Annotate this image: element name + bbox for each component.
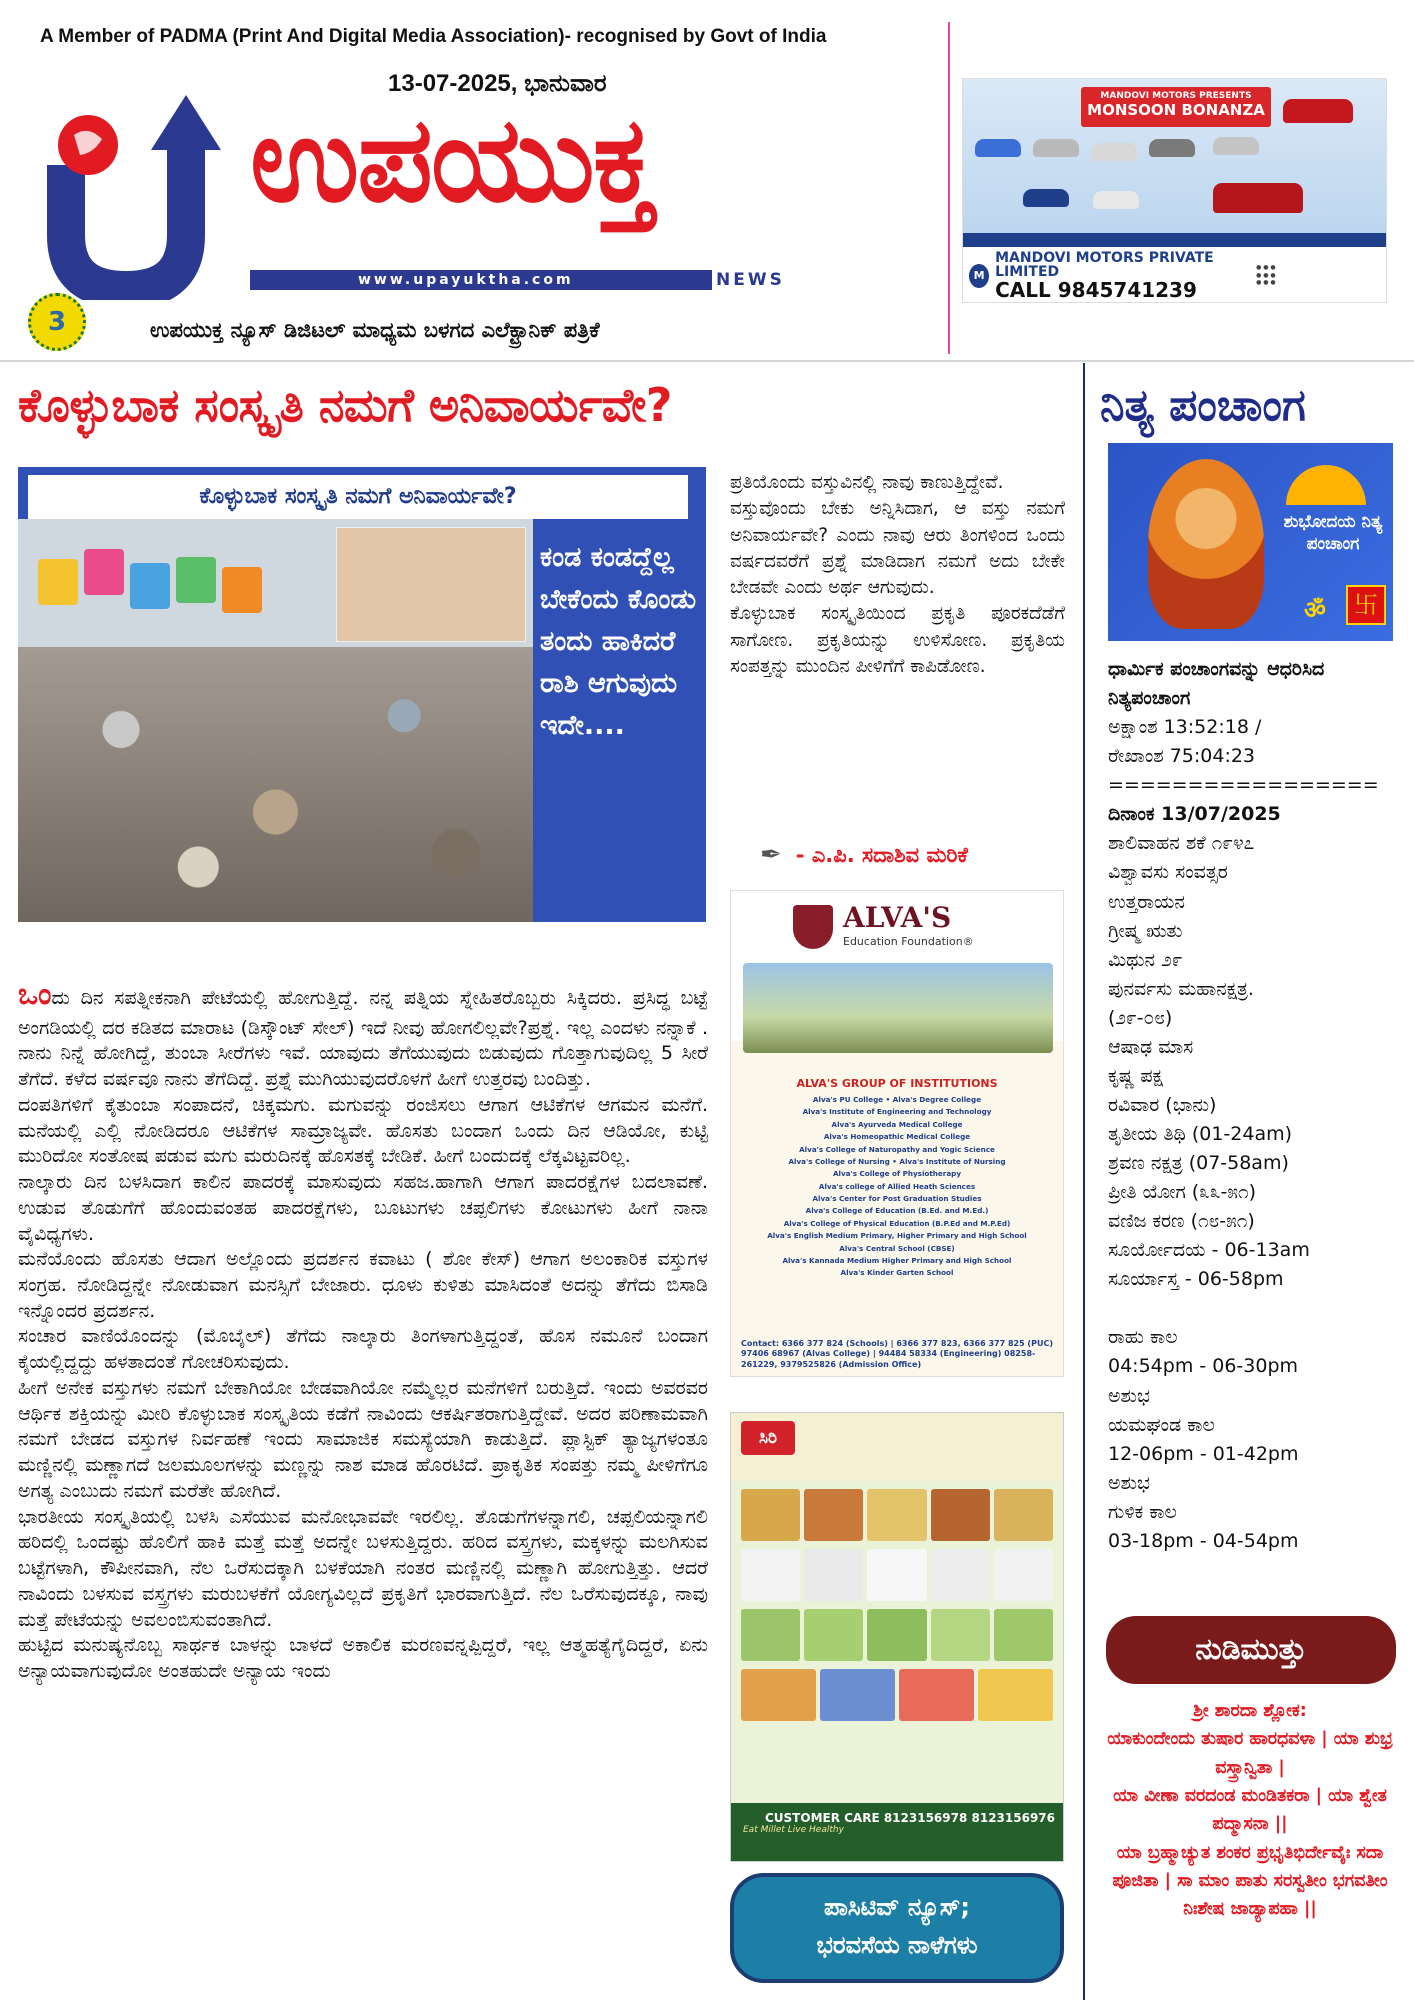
shloka-line: ಶ್ರೀ ಶಾರದಾ ಶ್ಲೋಕ: — [1193, 1701, 1307, 1721]
panchanga-line: ಆಷಾಢ ಮಾಸ — [1108, 1035, 1194, 1058]
list-item: Alva's College of Naturopathy and Yogic Science — [799, 1144, 995, 1154]
car-icon — [975, 139, 1021, 157]
image-banner: ಕೊಳ್ಳುಬಾಕ ಸಂಸ್ಕೃತಿ ನಮಗೆ ಅನಿವಾರ್ಯವೇ? — [28, 475, 688, 519]
article-column-2 — [730, 470, 1065, 680]
alvas-header — [731, 891, 1063, 1041]
panchanga-line: (೨೯-೦೮) — [1108, 1006, 1173, 1029]
ad-fine-print: ● ● ● ● ● ● ● ● ● — [1256, 264, 1276, 287]
alvas-title: ALVA'S — [843, 901, 952, 934]
panchanga-line: ಸೂರ್ಯೋದಯ - 06-13am — [1108, 1239, 1310, 1262]
panchanga-date: ದಿನಾಂಕ 13/07/2025 — [1108, 803, 1281, 826]
list-item: Alva's Homeopathic Medical College — [823, 1132, 971, 1142]
panchanga-line: ಅಶುಭ — [1108, 1471, 1150, 1494]
page-number-badge: 3 — [28, 293, 86, 351]
shopping-bag-icon — [222, 567, 262, 613]
product-pack — [820, 1669, 895, 1721]
upayuktha-logo-icon — [46, 95, 246, 300]
ad-footer — [963, 247, 1386, 303]
list-item: Alva's College of Physical Education (B.P.Ed and M.P.Ed) — [783, 1218, 1011, 1228]
siri-millets-ad[interactable] — [730, 1412, 1064, 1862]
shopping-bag-icon — [176, 557, 216, 603]
product-pack — [867, 1549, 926, 1601]
panchanga-image — [1108, 443, 1393, 641]
product-pack — [931, 1489, 990, 1541]
list-item: Alva's Kannada Medium Higher Primary and High School — [782, 1255, 1012, 1265]
article-paragraph: ಸಂಚಾರ ವಾಣಿಯೊಂದನ್ನು (ಮೊಬೈಲ್) ತೆಗೆದು ನಾಲ್ಕಾರು ತಿಂಗಳಾಗುತ್ತಿದ್ದಂತೆ, ಹೊಸ ನಮೂನೆ ಬಂದಾಗ ಕೈಯಲ್ಲಿದ್ದದ್ದು ಹಳತಾದಂತೆ ಗೋಚರಿಸುವುದು. — [18, 1325, 708, 1374]
mandovi-motors-ad[interactable] — [962, 78, 1387, 303]
car-icon — [1149, 139, 1195, 157]
panchanga-line: ಪುನರ್ವಸು ಮಹಾನಕ್ಷತ್ರ. — [1108, 977, 1254, 1000]
list-item: Alva's Ayurveda Medical College — [831, 1119, 963, 1129]
product-row — [741, 1669, 1053, 1721]
product-grid — [731, 1481, 1063, 1737]
car-icon — [1023, 189, 1069, 207]
shopping-bag-icon — [130, 563, 170, 609]
shoppers-image — [336, 527, 526, 642]
dealer-name: MANDOVI MOTORS PRIVATE LIMITED — [995, 249, 1214, 280]
panchanga-line: 03-18pm - 04-54pm — [1108, 1529, 1299, 1552]
panchanga-title: ನಿತ್ಯ ಪಂಚಾಂಗ — [1100, 380, 1306, 431]
product-pack — [931, 1549, 990, 1601]
product-pack — [994, 1489, 1053, 1541]
car-icon — [1213, 183, 1303, 213]
panchanga-line: ವಣಿಜ ಕರಣ (೧೮-೫೧) — [1108, 1210, 1255, 1233]
car-icon — [1283, 99, 1353, 123]
list-item: Alva's PU College • Alva's Degree College — [812, 1095, 982, 1104]
ad-contact-block — [995, 251, 1236, 301]
list-item: Alva's English Medium Primary, Higher Primary and High School — [767, 1231, 1027, 1241]
sharada-shloka — [1100, 1697, 1400, 1924]
shloka-line: ಯಾ ಬ್ರಹ್ಮಾಚ್ಯುತ ಶಂಕರ ಪ್ರಭೃತಿಭಿರ್ದೇವೈಃ ಸದಾ ಪೂಜಿತಾ | ಸಾ ಮಾಂ ಪಾತು ಸರಸ್ವತೀಂ ಭಗವತೀಂ ನಿಃಶೇಷ ಜಾಡ್ಯಾಪಹಾ || — [1112, 1842, 1388, 1920]
positive-news-button[interactable] — [730, 1873, 1064, 1983]
panchanga-line: ರವಿವಾರ (ಭಾನು) — [1108, 1093, 1217, 1116]
article-column-1 — [18, 975, 708, 1685]
ad-banner — [963, 79, 1386, 247]
drop-cap: ಒಂ — [18, 977, 52, 1012]
first-paragraph-text: ದು ದಿನ ಸಪತ್ನೀಕನಾಗಿ ಪೇಟೆಯಲ್ಲಿ ಹೋಗುತ್ತಿದ್ದೆ. ನನ್ನ ಪತ್ನಿಯ ಸ್ನೇಹಿತರೊಬ್ಬರು ಸಿಕ್ಕಿದರು. ಪ್ರಸಿದ್ಧ ಬಟ್ಟೆ ಅಂಗಡಿಯಲ್ಲಿ ದರ ಕಡಿತದ ಮಾರಾಟ (ಡಿಸ್ಕೌಂಟ್ ಸೇಲ್) ಇದೆ ನೀವು ಹೋಗಲಿಲ್ಲವೇ?ಪ್ರಶ್ನೆ. ಇಲ್ಲ ಎಂದಳು ನನ್ನಾಕೆ . ನಾನು ನಿನ್ನೆ ಹೋಗಿದ್ದೆ, ತುಂಬಾ ಸೀರೆಗಳು ಇವೆ. ಯಾವುದು ತೆಗೆಯುವುದು ಬಿಡುವುದು ಗೊತ್ತಾಗುವುದಿಲ್ಲ 5 ಸೀರೆ ತೆಗೆದೆ. ಕಳೆದ ವರ್ಷವೂ ನಾನು ತೆಗೆದಿದ್ದೆ. ಪ್ರಶ್ನೆ ಮುಗಿಯುವುದರೊಳಗೆ ಹೀಗೆ ಉತ್ತರವು ಬಂದಿತ್ತು. — [18, 987, 708, 1091]
positive-news-line2: ಭರವಸೆಯ ನಾಳೆಗಳು — [816, 1930, 978, 1959]
list-item: Alva's College of Education (B.Ed. and M.Ed.) — [805, 1206, 989, 1216]
header-divider — [948, 22, 950, 354]
article-headline: ಕೊಳ್ಳುಬಾಕ ಸಂಸ್ಕೃತಿ ನಮಗೆ ಅನಿವಾರ್ಯವೇ? — [18, 378, 672, 432]
siri-logo: ಸಿರಿ — [741, 1421, 795, 1455]
article-paragraph: ಹುಟ್ಟಿದ ಮನುಷ್ಯನೊಬ್ಬ ಸಾರ್ಥಕ ಬಾಳನ್ನು ಬಾಳದೆ ಅಕಾಲಿಕ ಮರಣವನ್ನಪ್ಪಿದ್ದರೆ, ಇಲ್ಲ ಆತ್ಮಹತ್ಯೆಗೈದಿದ್ದರೆ, ಏನು ಅನ್ಯಾಯವಾಗುವುದೋ ಅಂತಹುದೇ ಅನ್ಯಾಯ ಇಂದು — [18, 1634, 708, 1682]
car-icon — [1213, 137, 1259, 155]
car-icon — [1093, 191, 1139, 209]
product-pack — [899, 1669, 974, 1721]
product-pack — [804, 1609, 863, 1661]
article-paragraph: ಮನೆಯೊಂದು ಹೊಸತು ಆದಾಗ ಅಲ್ಲೊಂದು ಪ್ರದರ್ಶನ ಕವಾಟು ( ಶೋ ಕೇಸ್) ಆಗಾಗ ಅಲಂಕಾರಿಕ ವಸ್ತುಗಳ ಸಂಗ್ರಹ. ನೋಡಿದ್ದನ್ನೇ ನೋಡುವಾಗ ಮನಸ್ಸಿಗೆ ಬೇಜಾರು. ಧೂಳು ಕುಳಿತು ಮಾಸಿದಂತೆ ಅದನ್ನು ತೆಗೆದು ಬಿಸಾಡಿ ಇನ್ನೊಂದರ ಪ್ರದರ್ಶನ. — [18, 1248, 708, 1322]
siri-footer — [731, 1803, 1063, 1861]
panchanga-line: ಗ್ರೀಷ್ಮ ಋತು — [1108, 919, 1183, 942]
product-pack — [804, 1489, 863, 1541]
panchanga-line: ರಾಹು ಕಾಲ — [1108, 1326, 1178, 1349]
car-icon — [1033, 139, 1079, 157]
list-item: Alva's Kinder Garten School — [840, 1268, 954, 1278]
product-pack — [741, 1549, 800, 1601]
panchanga-line: ಅಕ್ಷಾಂಶ 13:52:18 / — [1108, 716, 1262, 739]
panchanga-line: ಕೃಷ್ಣ ಪಕ್ಷ — [1108, 1064, 1163, 1087]
list-item: Alva's College of Physiotherapy — [832, 1169, 962, 1179]
positive-news-line1: ಪಾಸಿಟಿವ್ ನ್ಯೂಸ್; — [824, 1893, 970, 1921]
author-byline — [760, 840, 968, 870]
padma-membership-line: A Member of PADMA (Print And Digital Media Association)- recognised by Govt of India — [40, 26, 827, 47]
ad-offer-strip — [963, 233, 1386, 247]
shloka-line: ಯಾಕುಂದೇಂದು ತುಷಾರ ಹಾರಧವಳಾ | ಯಾ ಶುಭ್ರ ವಸ್ತ್ರಾನ್ವಿತಾ | — [1107, 1729, 1393, 1778]
ad-presents: MANDOVI MOTORS PRESENTS — [1100, 91, 1252, 101]
panchanga-line: 12-06pm - 01-42pm — [1108, 1442, 1299, 1465]
garbage-pile-image — [18, 647, 533, 922]
campus-photo — [743, 963, 1053, 1053]
panchanga-line: ತೃತೀಯ ತಿಥಿ (01-24am) — [1108, 1123, 1293, 1145]
article-paragraph: ದಂಪತಿಗಳಿಗೆ ಕೈತುಂಬಾ ಸಂಪಾದನೆ, ಚಿಕ್ಕಮಗು. ಮಗುವನ್ನು ರಂಜಿಸಲು ಆಗಾಗ ಆಟಿಕೆಗಳ ಆಗಮನ ಮನೆಗೆ. ಮನೆಯಲ್ಲಿ ಎಲ್ಲಿ ನೋಡಿದರೂ ಆಟಿಕೆಗಳ ಸಾಮ್ರಾಜ್ಯವೇ. ಹೊಸತು ಬಂದಾಗ ಒಂದು ದಿನ ಆಡಿಯೋ, ಕುಟ್ಟಿ ಮುರಿದೋ ಸಂತೋಷ ಪಡುವ ಮಗು ಮರುದಿನಕ್ಕೆ ಹೊಸತಕ್ಕೆ ಬೇಡಿಕೆ. ಹೀಗೆ ಬಂದುದಕ್ಕೆ ಲೆಕ್ಕವಿಟ್ಟವರಿಲ್ಲ. — [18, 1093, 708, 1168]
alvas-contact: Contact: 6366 377 824 (Schools) | 6366 377 823, 6366 377 825 (PUC) 97406 68967 (Alvas College) | 94484 58334 (Engineering) 08258-261229, 9379525826 (Admission Office) — [731, 1333, 1063, 1376]
panchanga-line: ================= — [1108, 774, 1379, 797]
panchanga-line: ಮಿಥುನ ೨೯ — [1108, 948, 1183, 971]
panchanga-line: ರೇಖಾಂಶ 75:04:23 — [1108, 745, 1256, 768]
nudimuttu-button[interactable]: ನುಡಿಮುತ್ತು — [1106, 1616, 1396, 1684]
panchanga-line: ಶ್ರವಣ ನಕ್ಷತ್ರ (07-58am) — [1108, 1152, 1289, 1175]
product-pack — [867, 1489, 926, 1541]
panchanga-line: 04:54pm - 06-30pm — [1108, 1355, 1299, 1378]
product-pack — [804, 1549, 863, 1601]
product-pack — [741, 1669, 816, 1721]
panchanga-line: ಯಮಘಂಡ ಕಾಲ — [1108, 1413, 1215, 1436]
header-separator — [0, 360, 1414, 362]
shloka-line: ಯಾ ವೀಣಾ ವರದಂಡ ಮಂಡಿತಕರಾ | ಯಾ ಶ್ವೇತ ಪದ್ಮಾಸನಾ || — [1113, 1786, 1387, 1835]
article-paragraph — [18, 975, 708, 1093]
product-row — [741, 1609, 1053, 1661]
panchanga-heading: ಧಾರ್ಮಿಕ ಪಂಚಾಂಗವನ್ನು ಆಧರಿಸಿದ ನಿತ್ಯಪಂಚಾಂಗ — [1108, 658, 1325, 710]
list-item: Alva's Institute of Engineering and Technology — [802, 1107, 992, 1117]
siri-customer-care[interactable]: CUSTOMER CARE 8123156978 8123156976 — [764, 1811, 1055, 1825]
article-paragraph: ಪ್ರತಿಯೊಂದು ವಸ್ತುವಿನಲ್ಲಿ ನಾವು ಕಾಣುತ್ತಿದ್ದೇವೆ. — [730, 472, 1004, 493]
news-label: NEWS — [716, 270, 785, 290]
product-pack — [994, 1609, 1053, 1661]
car-icon — [1091, 143, 1137, 161]
panchanga-line: ಉತ್ತರಾಯನ — [1108, 890, 1185, 913]
sun-icon — [1286, 465, 1366, 505]
panchanga-spacer — [1108, 1294, 1393, 1323]
quill-pen-icon: ✒ — [760, 840, 782, 870]
product-pack — [741, 1609, 800, 1661]
siri-slogan: Eat Millet Live Healthy — [743, 1825, 844, 1835]
article-paragraph: ವಸ್ತುವೊಂದು ಬೇಕು ಅನ್ನಿಸಿದಾಗ, ಆ ವಸ್ತು ನಮಗೆ ಅನಿವಾರ್ಯವೇ? ಎಂದು ನಾವು ಆರು ತಿಂಗಳಿಂದ ಒಂದು ವರ್ಷದವರೆಗೆ ಪ್ರಶ್ನೆ ಮಾಡಿದಾಗ ನಮಗೆ ಅದು ಬೇಕೇ ಬೇಡವೇ ಎಂದು ಅರ್ಥ ಆಗುವುದು. — [730, 498, 1065, 599]
product-row — [741, 1489, 1053, 1541]
panchanga-line: ಅಶುಭ — [1108, 1384, 1150, 1407]
list-item: Alva's Central School (CBSE) — [839, 1243, 955, 1253]
website-url[interactable]: www.upayuktha.com — [250, 270, 712, 290]
masthead-title: ಉಪಯುಕ್ತ — [250, 90, 654, 228]
dealer-phone[interactable]: CALL 9845741239 — [995, 277, 1197, 302]
list-item: Alva's College of Nursing • Alva's Institute of Nursing — [788, 1156, 1006, 1166]
swastik-icon: 卐 — [1346, 585, 1386, 625]
author-name: - ಎ.ಪಿ. ಸದಾಶಿವ ಮರಿಕೆ — [795, 842, 968, 867]
product-pack — [994, 1549, 1053, 1601]
product-row — [741, 1549, 1053, 1601]
panchanga-line: ಪ್ರೀತಿ ಯೋಗ (೩೩-೫೧) — [1108, 1181, 1257, 1204]
alvas-group-heading: ALVA'S GROUP OF INSTITUTIONS — [796, 1077, 998, 1090]
image-caption: ಕಂಡ ಕಂಡದ್ದೆಲ್ಲ ಬೇಕೆಂದು ಕೊಂಡು ತಂದು ಹಾಕಿದರೆ ರಾಶಿ ಆಗುವುದು ಇದೇ.... — [540, 542, 697, 742]
issue-date: 13-07-2025, ಭಾನುವಾರ — [388, 70, 607, 97]
shopping-bag-icon — [84, 549, 124, 595]
list-item: Alva's Center for Post Graduation Studies — [812, 1194, 982, 1203]
column-divider — [1083, 363, 1085, 2000]
shubhodaya-label: ಶುಭೋದಯ ನಿತ್ಯ ಪಂಚಾಂಗ — [1283, 512, 1383, 555]
article-image — [18, 467, 706, 922]
shopping-scene — [18, 519, 533, 649]
om-icon: ॐ — [1304, 596, 1326, 624]
panchanga-details — [1108, 655, 1393, 1556]
publication-tagline: ಉಪಯುಕ್ತ ನ್ಯೂಸ್ ಡಿಜಿಟಲ್ ಮಾಧ್ಯಮ ಬಳಗದ ಎಲೆಕ್ಟ್ರಾನಿಕ್ ಪತ್ರಿಕೆ — [150, 318, 600, 342]
ganesha-icon — [1148, 459, 1264, 629]
product-pack — [867, 1609, 926, 1661]
product-pack — [931, 1609, 990, 1661]
siri-header — [731, 1413, 1063, 1481]
ad-headline — [1081, 87, 1271, 127]
ad-monsoon-bonanza: MONSOON BONANZA — [1087, 101, 1265, 119]
article-paragraph: ಕೊಳ್ಳುಬಾಕ ಸಂಸ್ಕೃತಿಯಿಂದ ಪ್ರಕೃತಿ ಪೂರಕದೆಡೆಗೆ ಸಾಗೋಣ. ಪ್ರಕೃತಿಯನ್ನು ಉಳಿಸೋಣ. ಪ್ರಕೃತಿಯ ಸಂಪತ್ತನ್ನು ಮುಂದಿನ ಪೀಳಿಗೆಗೆ ಕಾಪಿಡೋಣ. — [730, 603, 1065, 677]
alvas-education-ad[interactable] — [730, 890, 1064, 1377]
consumerism-photo — [18, 519, 533, 922]
alvas-emblem-icon — [793, 905, 833, 949]
article-paragraph: ನಾಲ್ಕಾರು ದಿನ ಬಳಸಿದಾಗ ಕಾಲಿನ ಪಾದರಕ್ಕೆ ಮಾಸುವುದು ಸಹಜ.ಹಾಗಾಗಿ ಆಗಾಗ ಪಾದರಕ್ಷೆಗಳ ಬದಲಾವಣೆ. ಉಡುವ ತೊಡುಗೆಗೆ ಹೊಂದುವಂತಹ ಪಾದರಕ್ಷೆಗಳು, ಬೂಟುಗಳು ಚಪ್ಪಲಿಗಳು ಕೋಟುಗಳು ಹೀಗೆ ನಾನಾ ವೈವಿಧ್ಯಗಳು. — [18, 1171, 708, 1245]
alvas-subtitle: Education Foundation® — [843, 935, 974, 948]
panchanga-line: ಸೂರ್ಯಾಸ್ತ - 06-58pm — [1108, 1268, 1284, 1291]
panchanga-line: ಗುಳಿಕ ಕಾಲ — [1108, 1500, 1177, 1523]
article-paragraph: ಭಾರತೀಯ ಸಂಸ್ಕೃತಿಯಲ್ಲಿ ಬಳಸಿ ಎಸೆಯುವ ಮನೋಭಾವವೇ ಇರಲಿಲ್ಲ. ತೊಡುಗೆಗಳನ್ನಾಗಲಿ, ಚಪ್ಪಲಿಯನ್ನಾಗಲಿ ಹರಿದಲ್ಲಿ ಒಂದಷ್ಟು ಹೊಲಿಗೆ ಹಾಕಿ ಮತ್ತೆ ಮತ್ತೆ ಅದನ್ನೇ ಬಳಸುತ್ತಿದ್ದರು. ಹರಿದ ವಸ್ತ್ರಗಳು, ಮಕ್ಕಳನ್ನು ಮಲಗಿಸುವ ಬಟ್ಟೆಗಳಾಗಿ, ಕೌಪೀನವಾಗಿ, ನೆಲ ಒರೆಸುದಕ್ಕಾಗಿ ಬಳಕೆಯಾಗಿ ನಂತರ ಮಣ್ಣಿನಲ್ಲಿ ಮಣ್ಣಾಗಿ ಹೋಗುತ್ತಿತ್ತು. ಆದರೆ ನಾವಿಂದು ಬಳಸುವ ವಸ್ತ್ರಗಳು ಮರುಬಳಕೆಗೆ ಯೋಗ್ಯವಿಲ್ಲದೆ ಪ್ರಕೃತಿಗೆ ಭಾರವಾಗುತ್ತಿದೆ. ನೆಲ ಒರೆಸುವುದಕ್ಕೂ, ನಾವು ಮತ್ತೆ ಪೇಟೆಯನ್ನು ಅವಲಂಬಿಸುವಂತಾಗಿದೆ. — [18, 1505, 708, 1631]
list-item: Alva's college of Allied Heath Sciences — [818, 1181, 976, 1191]
mandovi-logo-icon: M — [969, 264, 989, 288]
shopping-bag-icon — [38, 559, 78, 605]
product-pack — [741, 1489, 800, 1541]
article-paragraph: ಹೀಗೆ ಅನೇಕ ವಸ್ತುಗಳು ನಮಗೆ ಬೇಕಾಗಿಯೋ ಬೇಡವಾಗಿಯೋ ನಮ್ಮೆಲ್ಲರ ಮನೆಗಳಿಗೆ ಬರುತ್ತಿದೆ. ಇಂದು ಅವರವರ ಆರ್ಥಿಕ ಶಕ್ತಿಯನ್ನು ಮೀರಿ ಕೊಳ್ಳುಬಾಕ ಸಂಸ್ಕೃತಿಯ ಕಡೆಗೆ ನಾವಿಂದು ಆಕರ್ಷಿತರಾಗುತ್ತಿದ್ದೇವೆ. ಅದರ ಪರಿಣಾಮವಾಗಿ ನಮಗೆ ಬೇಡದ ವಸ್ತುಗಳ ನಿರ್ವಹಣೆ ಇಂದು ಸಾಮಾಜಿಕ ಸಮಸ್ಯೆಯಾಗಿ ಕಾಡುತ್ತಿದೆ. ಪ್ಲಾಸ್ಟಿಕ್ ತ್ಯಾಜ್ಯಗಳಂತೂ ಮಣ್ಣಿನಲ್ಲಿ ಮಣ್ಣಾಗದೆ ಜಲಮೂಲಗಳನ್ನು ಮಣ್ಣನ್ನು ನಾಶ ಮಾಡ ಹೊರಟಿದೆ. ಪ್ರಾಕೃತಿಕ ಸಂಪತ್ತು ನಮ್ಮ ಪೀಳಿಗೆಗೂ ಅಗತ್ಯ ಎಂಬುದು ನಮಗೆ ಮರೆತೇ ಹೋಗಿದೆ. — [18, 1376, 708, 1502]
panchanga-line: ಶಾಲಿವಾಹನ ಶಕೆ ೧೯೪೭ — [1108, 832, 1255, 855]
product-pack — [978, 1669, 1053, 1721]
institution-list — [745, 1094, 1049, 1280]
panchanga-line: ವಿಶ್ವಾವಸು ಸಂವತ್ಸರ — [1108, 861, 1228, 884]
alvas-institutions — [731, 1077, 1063, 1280]
